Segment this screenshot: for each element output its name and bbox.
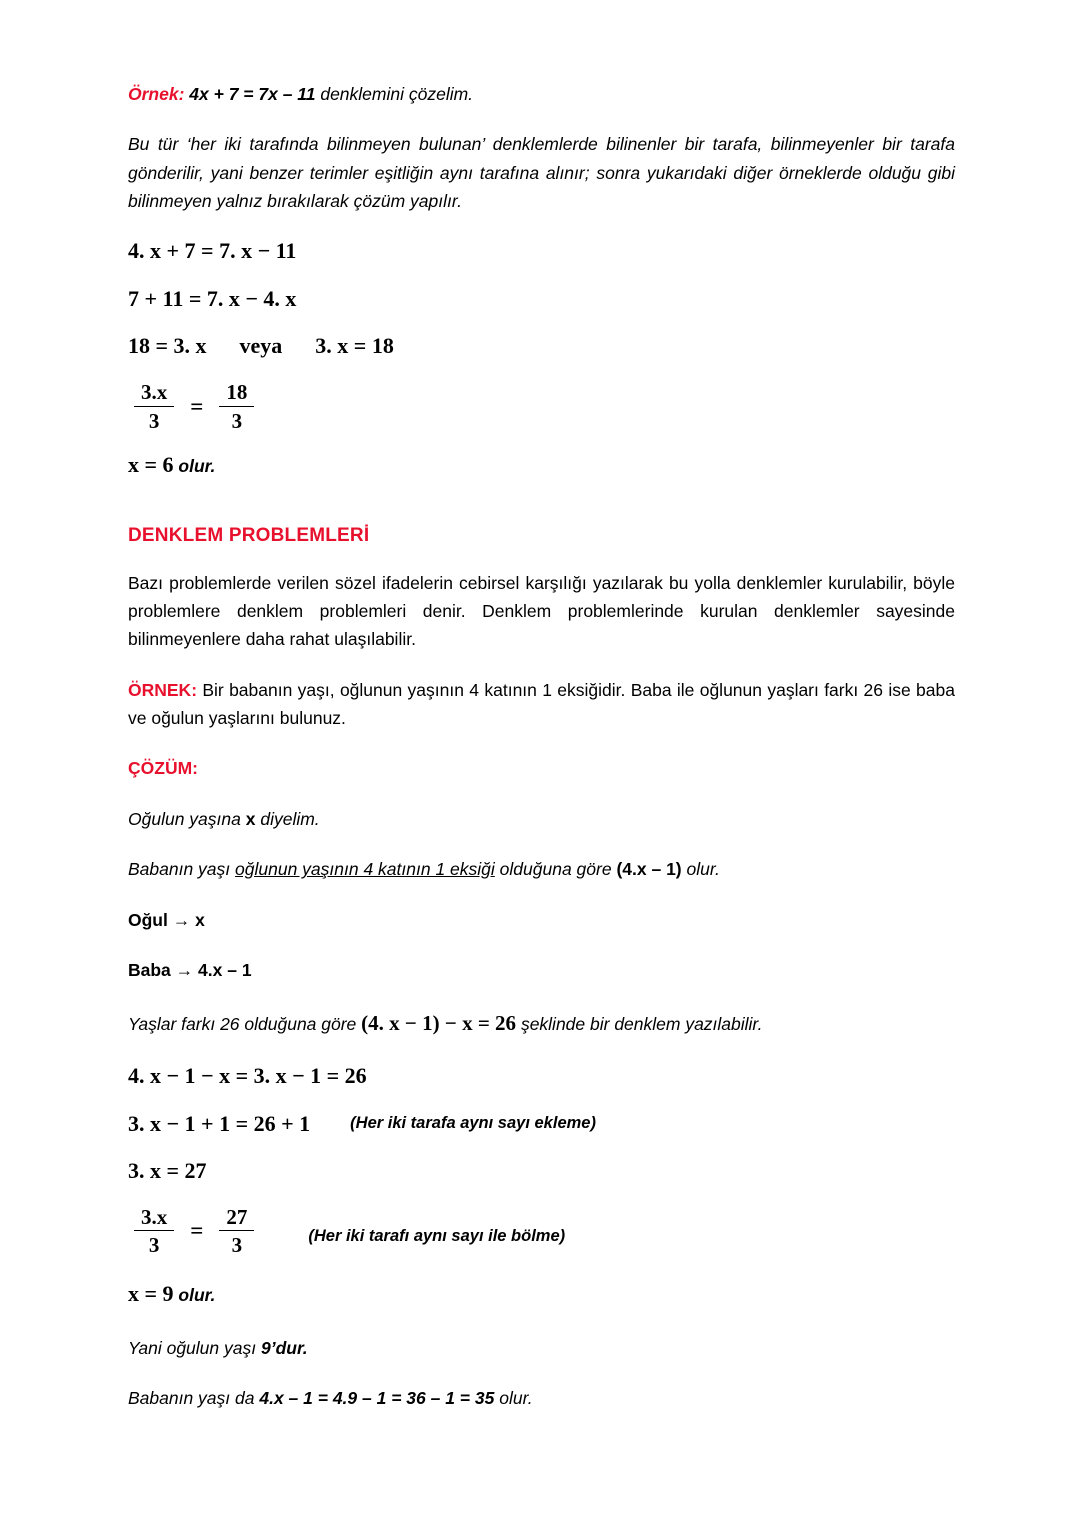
example1-result-math: x = 6 <box>128 452 174 478</box>
example1-result <box>128 451 955 480</box>
conclusion-son-a: Yani oğulun yaşı <box>128 1337 257 1358</box>
example1-fraction-right <box>219 380 254 434</box>
note-divide-same-number: (Her iki tarafı aynı sayı ile bölme) <box>308 1226 566 1245</box>
example2-step-2: 3. x − 1 + 1 = 26 + 1 <box>128 1110 311 1136</box>
example1-fraction-left-numerator: 3.x <box>134 380 174 407</box>
example2-label: ÖRNEK: <box>128 679 198 700</box>
solution-line-1-a: Oğulun yaşına <box>128 808 241 829</box>
conclusion-father <box>128 1384 955 1412</box>
example2-fraction-right-denominator: 3 <box>231 1233 243 1258</box>
difference-equation: (4. x − 1) − x = 26 <box>361 1011 517 1036</box>
arrow-right-icon-2: → <box>175 959 194 980</box>
example2-fraction-left-numerator: 3.x <box>134 1205 174 1232</box>
example1-fraction-left <box>134 380 174 434</box>
mapping-father-label: Baba <box>128 959 171 980</box>
conclusion-son-value: 9’dur. <box>260 1337 308 1358</box>
example2-result-math: x = 9 <box>128 1281 174 1307</box>
example1-step-1: 4. x + 7 = 7. x − 11 <box>128 238 297 264</box>
example1-fraction-equals: = <box>190 393 204 419</box>
example2-result-tail: olur. <box>178 1285 216 1306</box>
example1-fraction-right-numerator: 18 <box>219 380 254 407</box>
example2-fraction-left-denominator: 3 <box>148 1233 160 1258</box>
example1-tail: denklemini çözelim. <box>320 84 474 104</box>
difference-line-a: Yaşlar farkı 26 olduğuna göre <box>128 1014 357 1035</box>
page-title: DENKLEM PROBLEMLERİ <box>128 524 370 546</box>
example2-text: Bir babanın yaşı, oğlunun yaşının 4 katının 1 eksiğidir. Baba ile oğlunun yaşları farkı 26 ise baba ve oğulun yaşlarını bulunuz. <box>128 679 955 729</box>
example1-fraction-row <box>128 380 955 434</box>
mapping-son <box>128 906 955 934</box>
arrow-right-icon: → <box>172 909 191 930</box>
example1-heading <box>128 80 955 108</box>
conclusion-father-expression: 4.x – 1 = 4.9 – 1 = 36 – 1 = 35 <box>259 1388 495 1409</box>
example1-fraction-right-denominator: 3 <box>231 408 243 433</box>
mapping-son-label: Oğul <box>128 909 168 930</box>
mapping-father-value: 4.x – 1 <box>198 959 252 980</box>
example1-label: Örnek: <box>128 84 185 104</box>
conclusion-father-c: olur. <box>499 1388 533 1409</box>
solution-line-1 <box>128 805 955 833</box>
solution-label: ÇÖZÜM: <box>128 758 198 779</box>
conclusion-son <box>128 1334 955 1362</box>
example1-fraction-left-denominator: 3 <box>148 408 160 433</box>
example2-fraction-right-numerator: 27 <box>219 1205 254 1232</box>
solution-line-1-c: diyelim. <box>260 808 320 829</box>
difference-line-b: şeklinde bir denklem yazılabilir. <box>520 1014 763 1035</box>
example2-fraction-right <box>219 1205 254 1259</box>
conclusion-father-a: Babanın yaşı da <box>128 1388 255 1409</box>
example2-step-3: 3. x = 27 <box>128 1158 207 1184</box>
difference-line <box>128 1006 955 1040</box>
example2-step-1: 4. x − 1 − x = 3. x − 1 = 26 <box>128 1063 367 1089</box>
mapping-father <box>128 956 955 984</box>
example2-statement <box>128 676 955 733</box>
solution-line-1-var: x <box>245 808 256 829</box>
example1-step-3: 18 = 3. x veya 3. x = 18 <box>128 333 394 359</box>
example1-step-2: 7 + 11 = 7. x − 4. x <box>128 285 297 311</box>
example2-fraction-left <box>134 1205 174 1259</box>
solution-line-2-d: olur. <box>686 859 720 880</box>
note-add-same-number: (Her iki tarafa aynı sayı ekleme) <box>350 1113 596 1132</box>
example1-result-tail: olur. <box>178 456 216 477</box>
example1-equation: 4x + 7 = 7x – 11 <box>189 84 316 104</box>
example2-result <box>128 1276 955 1312</box>
mapping-son-value: x <box>195 909 205 930</box>
solution-line-2 <box>128 855 955 883</box>
solution-line-2-expression: (4.x – 1) <box>616 859 682 880</box>
example2-fraction-equals: = <box>190 1218 204 1244</box>
example1-explanation: Bu tür ‘her iki tarafında bilinmeyen bulunan’ denklemlerde bilinenler bir tarafa, bilinmeyenler bir tarafa gönderilir, yani benzer terimler eşitliğin aynı tarafına alınır; sonra yukarıdaki diğer örneklerde olduğu gibi bilinmeyen yalnız bırakılarak çözüm yapılır. <box>128 134 955 212</box>
solution-label-wrap <box>128 754 955 782</box>
solution-line-2-b: olduğuna göre <box>499 859 612 880</box>
example2-step-2-row <box>128 1110 955 1138</box>
section-intro: Bazı problemlerde verilen sözel ifadelerin cebirsel karşılığı yazılarak bu yolla denklemler kurulabilir, böyle problemlere denklem problemleri denir. Denklem problemlerinde kurulan denklemler sayesinde bilinmeyenlere daha rahat ulaşılabilir. <box>128 572 955 650</box>
solution-line-2-a: Babanın yaşı <box>128 859 231 880</box>
example2-fraction-row <box>128 1205 955 1259</box>
solution-line-2-underlined: oğlunun yaşının 4 katının 1 eksiği <box>235 859 495 880</box>
